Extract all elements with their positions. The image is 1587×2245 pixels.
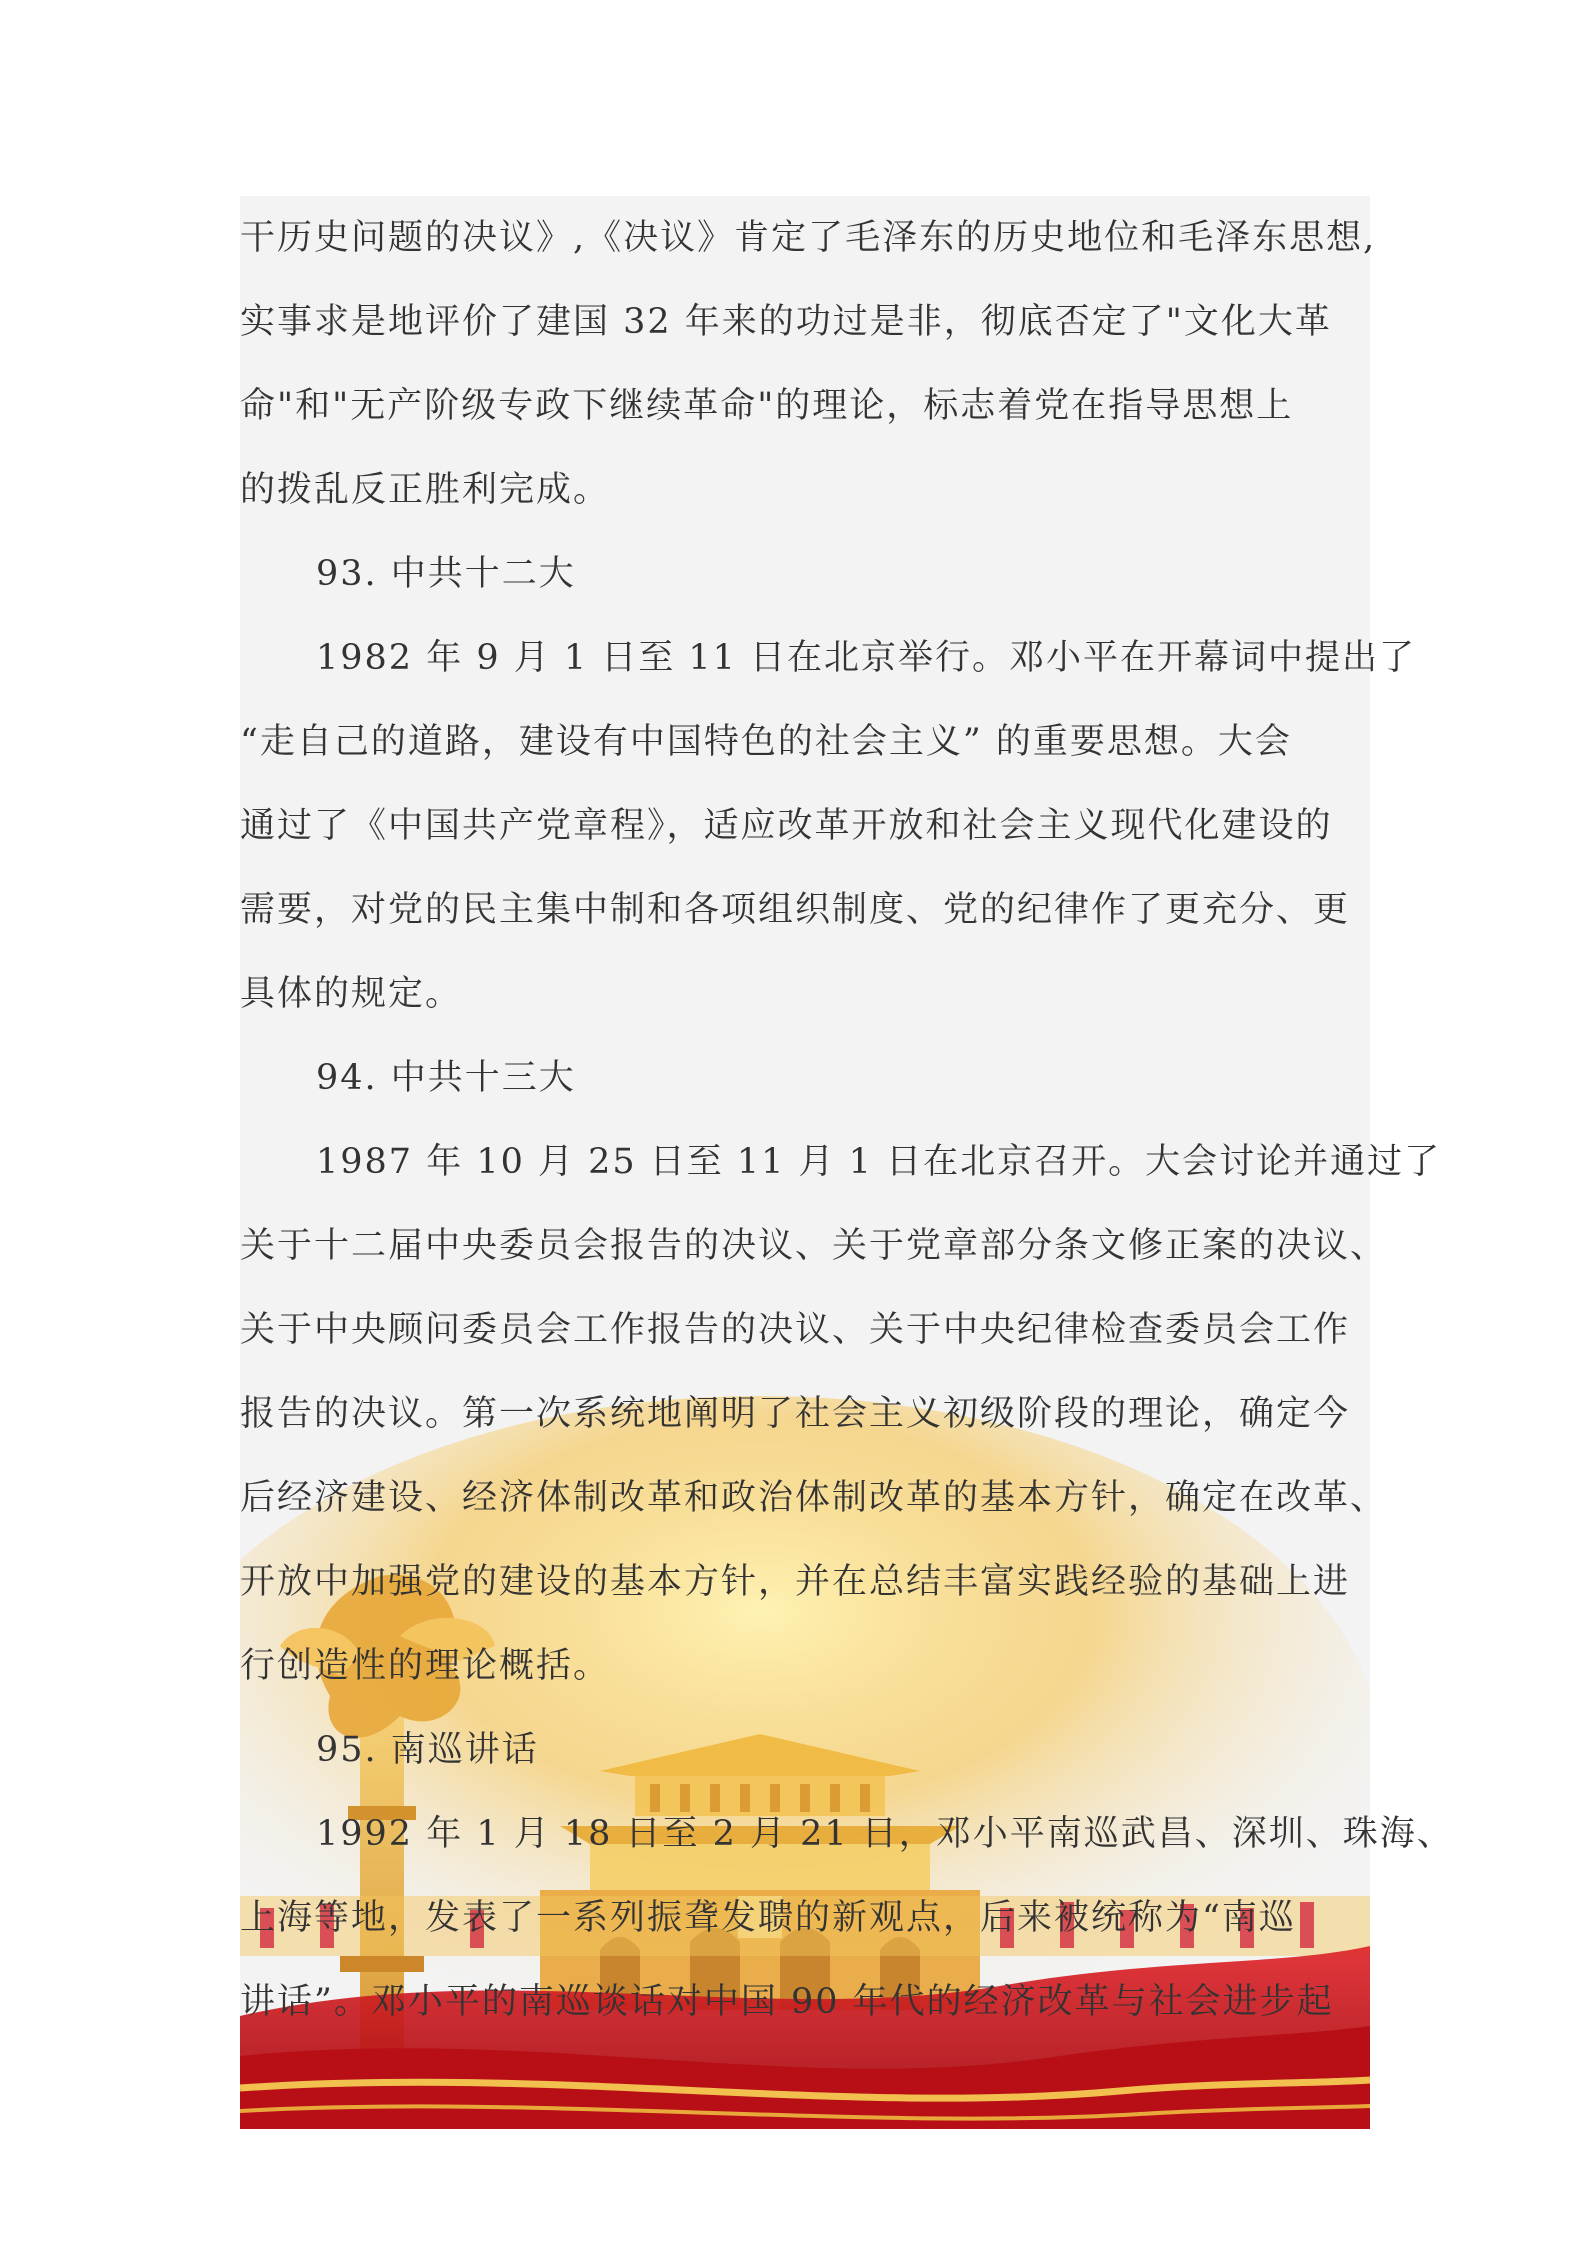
paragraph-line: 行创造性的理论概括。 <box>240 1646 611 1686</box>
paragraph-line: 命"和"无产阶级专政下继续革命"的理论，标志着党在指导思想上 <box>240 386 1294 426</box>
paragraph-line: 后经济建设、经济体制改革和政治体制改革的基本方针，确定在改革、 <box>240 1478 1388 1518</box>
paragraph-line: 1987 年 10 月 25 日至 11 月 1 日在北京召开。大会讨论并通过了 <box>316 1142 1442 1182</box>
paragraph-line: 关于中央顾问委员会工作报告的决议、关于中央纪律检查委员会工作 <box>240 1310 1351 1350</box>
paragraph-line: 通过了《中国共产党章程》，适应改革开放和社会主义现代化建设的 <box>240 806 1333 846</box>
document-body <box>240 196 1454 2044</box>
section-heading-94: 94. 中共十三大 <box>316 1058 576 1098</box>
paragraph-line: 实事求是地评价了建国 32 年来的功过是非，彻底否定了"文化大革 <box>240 302 1332 342</box>
paragraph-line: 1992 年 1 月 18 日至 2 月 21 日，邓小平南巡武昌、深圳、珠海、 <box>316 1814 1454 1854</box>
paragraph-line: 1982 年 9 月 1 日至 11 日在北京举行。邓小平在开幕词中提出了 <box>316 638 1417 678</box>
paragraph-line: 具体的规定。 <box>240 974 463 1014</box>
paragraph-line: 关于十二届中央委员会报告的决议、关于党章部分条文修正案的决议、 <box>240 1226 1388 1266</box>
section-heading-93: 93. 中共十二大 <box>316 554 576 594</box>
section-heading-95: 95. 南巡讲话 <box>316 1730 539 1770</box>
paragraph-line: 需要，对党的民主集中制和各项组织制度、党的纪律作了更充分、更 <box>240 890 1351 930</box>
paragraph-line: “走自己的道路，建设有中国特色的社会主义” 的重要思想。大会 <box>240 722 1292 762</box>
paragraph-line: 上海等地，发表了一系列振聋发聩的新观点，后来被统称为“南巡 <box>240 1898 1296 1938</box>
paragraph-line: 干历史问题的决议》,《决议》肯定了毛泽东的历史地位和毛泽东思想, <box>240 218 1377 258</box>
paragraph-line: 讲话”。邓小平的南巡谈话对中国 90 年代的经济改革与社会进步起 <box>240 1982 1334 2022</box>
paragraph-line: 报告的决议。第一次系统地阐明了社会主义初级阶段的理论，确定今 <box>240 1394 1351 1434</box>
paragraph-line: 开放中加强党的建设的基本方针，并在总结丰富实践经验的基础上进 <box>240 1562 1351 1602</box>
paragraph-line: 的拨乱反正胜利完成。 <box>240 470 611 510</box>
